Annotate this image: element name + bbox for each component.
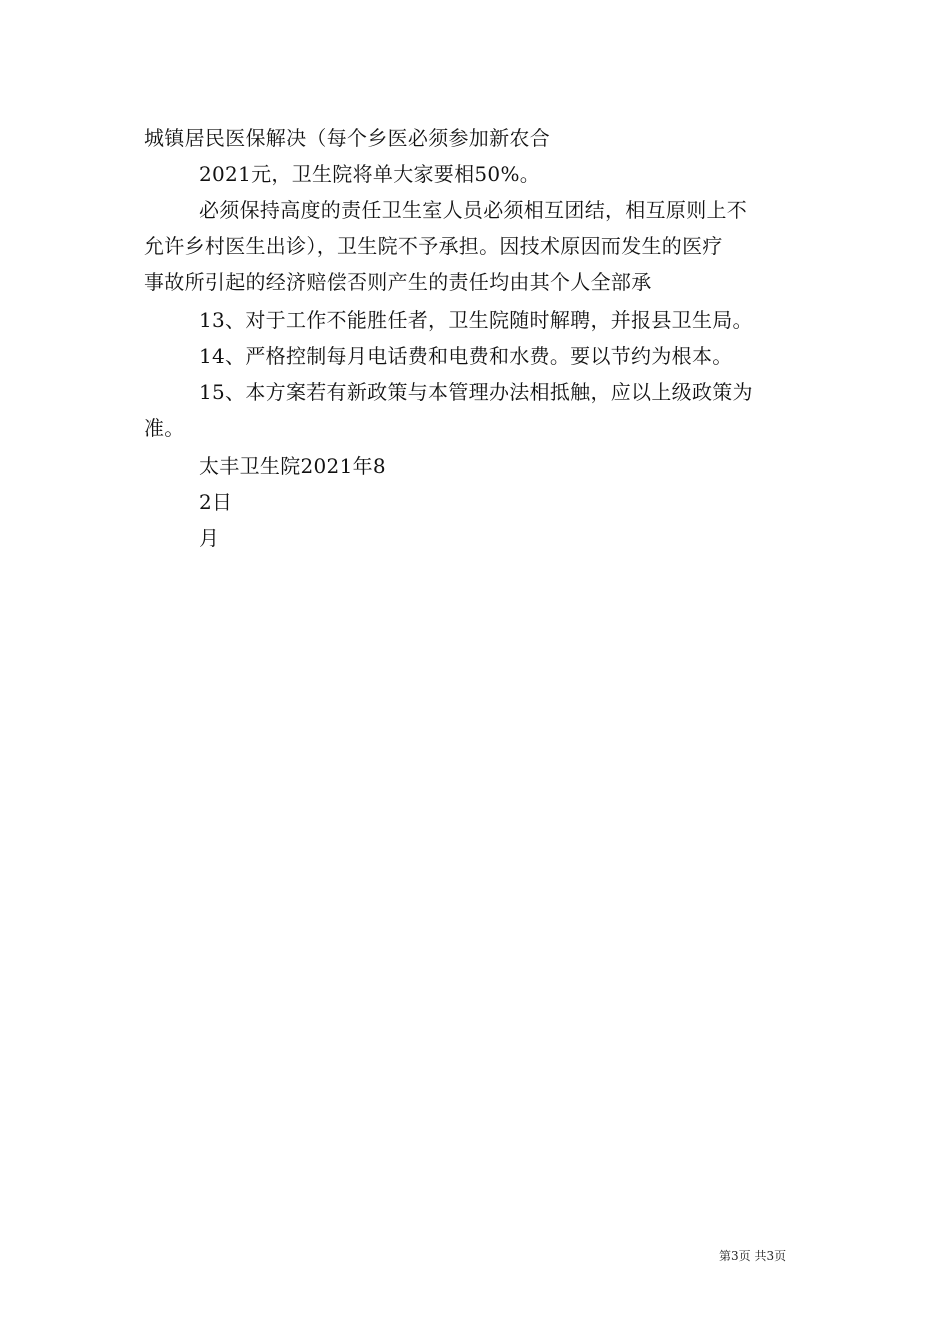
page-number-footer: 第3页 共3页 bbox=[719, 1249, 787, 1263]
text-line-8: 15、本方案若有新政策与本管理办法相抵触，应以上级政策为 bbox=[199, 380, 753, 404]
text-line-4: 允许乡村医生出诊），卫生院不予承担。因技术原因而发生的医疗 bbox=[144, 234, 723, 258]
text-line-5: 事故所引起的经济赔偿否则产生的责任均由其个人全部承 bbox=[144, 270, 652, 294]
text-line-2: 2021元，卫生院将单大家要相50%。 bbox=[199, 162, 541, 186]
date-month-line: 月 bbox=[199, 526, 220, 550]
date-day-line: 2日 bbox=[199, 490, 233, 514]
text-line-9: 准。 bbox=[144, 416, 185, 440]
text-line-6: 13、对于工作不能胜任者，卫生院随时解聘，并报县卫生局。 bbox=[199, 308, 753, 332]
text-line-7: 14、严格控制每月电话费和电费和水费。要以节约为根本。 bbox=[199, 344, 733, 368]
signature-line: 太丰卫生院2021年8 bbox=[199, 454, 386, 478]
text-line-1: 城镇居民医保解决（每个乡医必须参加新农合 bbox=[144, 126, 550, 150]
text-line-3: 必须保持高度的责任卫生室人员必须相互团结，相互原则上不 bbox=[199, 198, 748, 222]
